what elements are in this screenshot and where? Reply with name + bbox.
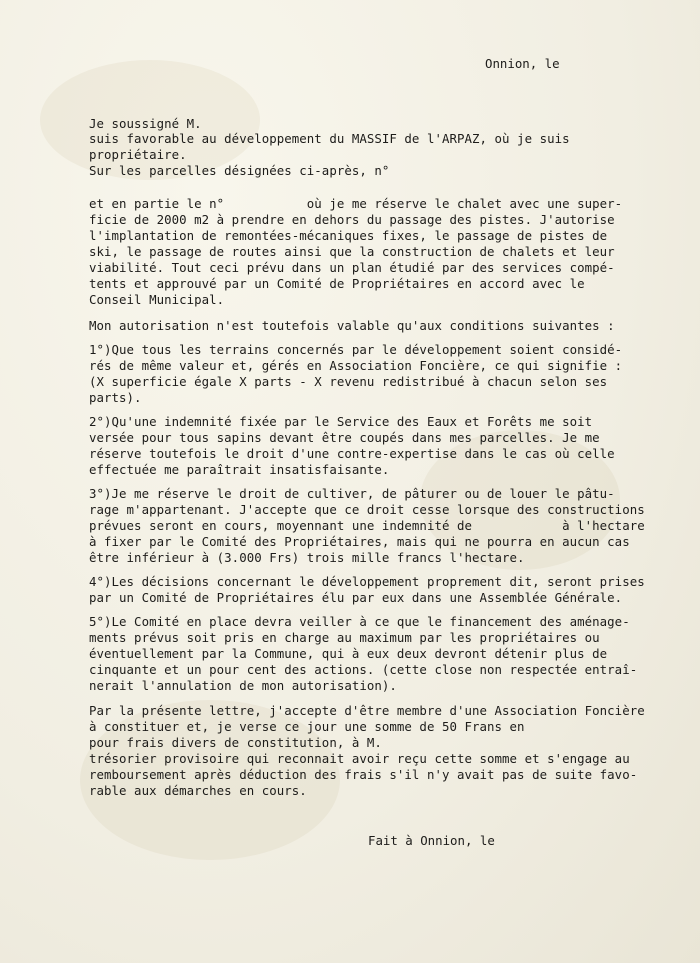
condition-2-line: versée pour tous sapins devant être coupés dans mes parcelles. Je me xyxy=(89,430,600,445)
closing-line: à constituer et, je verse ce jour une somme de 50 Frans en xyxy=(89,719,525,734)
condition-3-line: être inférieur à (3.000 Frs) trois mille francs l'hectare. xyxy=(89,550,525,565)
closing-line: Par la présente lettre, j'accepte d'être membre d'une Association Foncière xyxy=(89,703,645,718)
condition-1-line: (X superficie égale X parts - X revenu redistribué à chacun selon ses xyxy=(89,374,608,389)
closing-line: remboursement après déduction des frais s'il n'y avait pas de suite favo- xyxy=(89,767,638,782)
condition-5-line: cinquante et un pour cent des actions. (cette close non respectée entraî- xyxy=(89,662,638,677)
condition-1-line: parts). xyxy=(89,390,142,405)
condition-1-line: rés de même valeur et, gérés en Association Foncière, ce qui signifie : xyxy=(89,358,623,373)
condition-2-line: 2°)Qu'une indemnité fixée par le Service des Eaux et Forêts me soit xyxy=(89,414,593,429)
paragraph-line: Conseil Municipal. xyxy=(89,292,225,307)
condition-3-line: rage m'appartenant. J'accepte que ce droit cesse lorsque des constructions xyxy=(89,502,645,517)
closing-line: trésorier provisoire qui reconnait avoir reçu cette somme et s'engage au xyxy=(89,751,630,766)
condition-5-line: 5°)Le Comité en place devra veiller à ce que le financement des aménage- xyxy=(89,614,630,629)
condition-3-line: prévues seront en cours, moyennant une indemnité de à l'hectare xyxy=(89,518,645,533)
paragraph-line: ski, le passage de routes ainsi que la construction de chalets et leur xyxy=(89,244,615,259)
condition-4-line: par un Comité de Propriétaires élu par eux dans une Assemblée Générale. xyxy=(89,590,623,605)
condition-1-line: 1°)Que tous les terrains concernés par le développement soient considé- xyxy=(89,342,623,357)
signature-line: Fait à Onnion, le xyxy=(368,833,495,848)
condition-4-line: 4°)Les décisions concernant le développement proprement dit, seront prises xyxy=(89,574,645,589)
condition-5-line: ments prévus soit pris en charge au maximum par les propriétaires ou xyxy=(89,630,600,645)
condition-5-line: éventuellement par la Commune, qui à eux deux devront détenir plus de xyxy=(89,646,608,661)
paragraph-line: tents et approuvé par un Comité de Propriétaires en accord avec le xyxy=(89,276,585,291)
conditions-intro: Mon autorisation n'est toutefois valable qu'aux conditions suivantes : xyxy=(89,318,615,333)
paragraph-line: et en partie le n° où je me réserve le chalet avec une super- xyxy=(89,196,623,211)
salutation-line: Sur les parcelles désignées ci-après, n° xyxy=(89,163,390,178)
paragraph-line: ficie de 2000 m2 à prendre en dehors du passage des pistes. J'autorise xyxy=(89,212,615,227)
salutation-line: Je soussigné M. xyxy=(89,116,202,131)
condition-2-line: effectuée me paraîtrait insatisfaisante. xyxy=(89,462,390,477)
condition-2-line: réserve toutefois le droit d'une contre-expertise dans le cas où celle xyxy=(89,446,615,461)
condition-3-line: 3°)Je me réserve le droit de cultiver, de pâturer ou de louer le pâtu- xyxy=(89,486,615,501)
salutation-line: suis favorable au développement du MASSIF de l'ARPAZ, où je suis xyxy=(89,131,570,146)
condition-5-line: nerait l'annulation de mon autorisation). xyxy=(89,678,397,693)
salutation-line: propriétaire. xyxy=(89,147,187,162)
closing-line: rable aux démarches en cours. xyxy=(89,783,307,798)
condition-3-line: à fixer par le Comité des Propriétaires, mais qui ne pourra en aucun cas xyxy=(89,534,630,549)
paragraph-line: l'implantation de remontées-mécaniques fixes, le passage de pistes de xyxy=(89,228,608,243)
place-date: Onnion, le xyxy=(485,56,560,71)
closing-line: pour frais divers de constitution, à M. xyxy=(89,735,382,750)
paragraph-line: viabilité. Tout ceci prévu dans un plan étudié par des services compé- xyxy=(89,260,615,275)
